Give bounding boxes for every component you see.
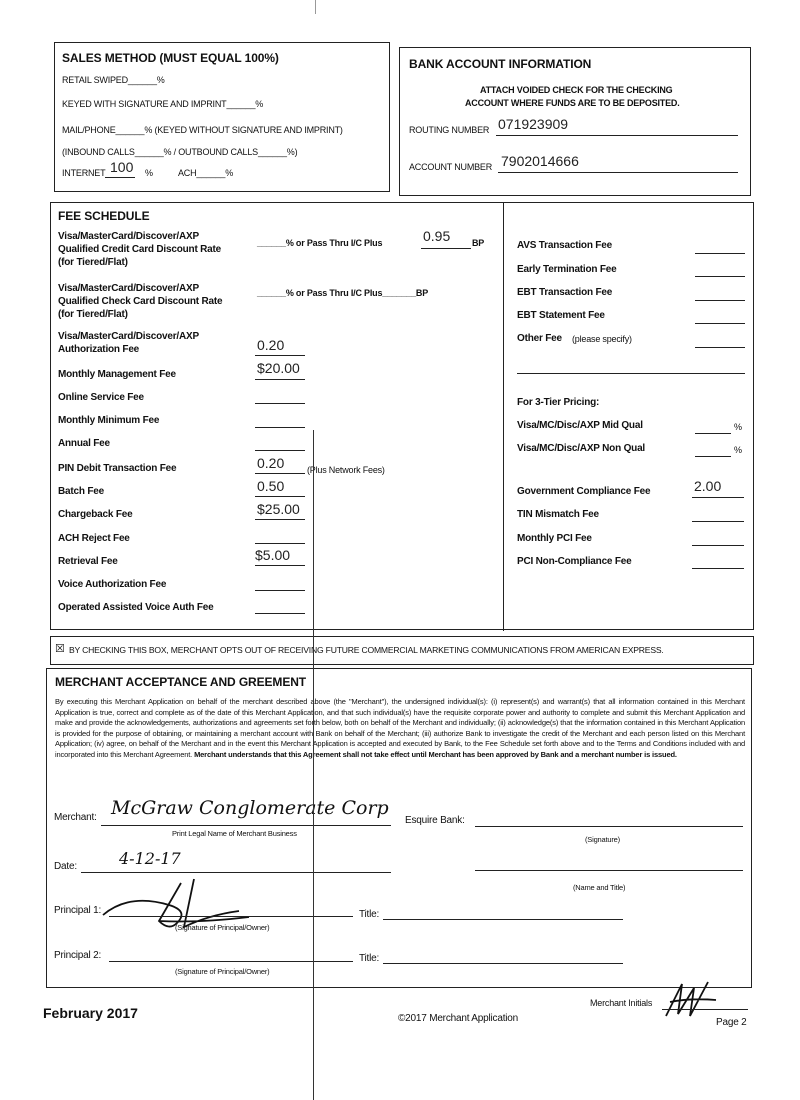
mail-phone-field[interactable]: MAIL/PHONE______% (KEYED WITHOUT SIGNATURE AND IMPRINT) — [62, 125, 343, 135]
pin-debit-label: PIN Debit Transaction Fee — [58, 463, 177, 474]
signature-caption: (Signature) — [585, 835, 620, 844]
op-voice-label: Operated Assisted Voice Auth Fee — [58, 602, 214, 613]
date-value[interactable]: 4-12-17 — [119, 849, 181, 868]
other-fee-label: Other Fee — [517, 333, 562, 344]
gov-compliance-value[interactable]: 2.00 — [694, 478, 722, 494]
retrieval-value[interactable]: $5.00 — [255, 547, 291, 563]
monthly-min-label: Monthly Minimum Fee — [58, 415, 160, 426]
acceptance-title: MERCHANT ACCEPTANCE AND GREEMENT — [55, 675, 307, 689]
mid-qual-label: Visa/MC/Disc/AXP Mid Qual — [517, 420, 643, 431]
pin-debit-value[interactable]: 0.20 — [257, 455, 285, 471]
chargeback-label: Chargeback Fee — [58, 509, 133, 520]
batch-fee-label: Batch Fee — [58, 486, 104, 497]
annual-fee-label: Annual Fee — [58, 438, 110, 449]
auth-fee-value[interactable]: 0.20 — [257, 337, 285, 353]
check-rate-label-1: Visa/MasterCard/Discover/AXP — [58, 283, 199, 294]
credit-bp-value[interactable]: 0.95 — [423, 228, 451, 244]
credit-rate-label-1: Visa/MasterCard/Discover/AXP — [58, 231, 199, 242]
acceptance-body: By executing this Merchant Application on behalf of the merchant described above (the "Merchant"), the undersigned individual(s): (i) represent(s) and warrant(s) that all information contained in this Merchant Application is true, correct and complete as of the date of this Merchant Application, and that such individual(s) have the requisite corporate power and authority to complete and submit this Merchant Application and make and provide the acknowledgements, authorizations and agreements set forth below, both on behalf of the Merchant and individually; (ii) acknowledge(s) that the information contained in this Merchant Application is provided for the purpose of obtaining, or maintaining a merchant account with Bank on behalf of the Merchant; (iii) authorize Bank to investigate the credit of the Merchant and each person listed on this Merchant Application; (iv) agree, on behalf of the Merchant and in the event this Merchant Application is accepted and executed by Bank, to the Fee Schedule set forth above and to the Terms and Conditions included with and incorporated into this Merchant Agreement. Merchant understands that this Agreement shall not take effect until Merchant has been approved by Bank and a merchant number is issued. — [55, 697, 745, 759]
merchant-name-value[interactable]: McGraw Conglomerate Corp — [111, 797, 389, 819]
check-rate-label-3: (for Tiered/Flat) — [58, 309, 128, 320]
merchant-label: Merchant: — [54, 812, 97, 823]
retail-swiped-field[interactable]: RETAIL SWIPED______% — [62, 75, 165, 85]
principal1-label: Principal 1: — [54, 905, 102, 916]
ebt-trans-label: EBT Transaction Fee — [517, 287, 613, 298]
esquire-bank-label: Esquire Bank: — [405, 815, 465, 826]
date-label: Date: — [54, 861, 77, 872]
optout-section — [50, 636, 754, 665]
principal1-title-label: Title: — [359, 909, 380, 920]
tier-title: For 3-Tier Pricing: — [517, 397, 600, 408]
inbound-outbound-field[interactable]: (INBOUND CALLS______% / OUTBOUND CALLS______%) — [62, 147, 298, 157]
principal2-title-label: Title: — [359, 953, 380, 964]
internet-value[interactable]: 100 — [110, 159, 134, 175]
principal1-sig-caption: (Signature of Principal/Owner) — [175, 923, 270, 932]
tin-mismatch-label: TIN Mismatch Fee — [517, 509, 599, 520]
optout-text: BY CHECKING THIS BOX, MERCHANT OPTS OUT OF RECEIVING FUTURE COMMERCIAL MARKETING COMMUNICATIONS FROM AMERICAN EXPRESS. — [69, 645, 664, 655]
merchant-initials-label: Merchant Initials — [590, 998, 653, 1008]
chargeback-value[interactable]: $25.00 — [257, 501, 300, 517]
non-qual-percent: % — [734, 445, 742, 455]
page-number: Page 2 — [716, 1017, 747, 1028]
early-term-label: Early Termination Fee — [517, 264, 617, 275]
routing-number-value[interactable]: 071923909 — [498, 116, 569, 132]
bank-title: BANK ACCOUNT INFORMATION — [409, 57, 592, 71]
ach-reject-label: ACH Reject Fee — [58, 533, 130, 544]
credit-rate-mid[interactable]: ______% or Pass Thru I/C Plus — [257, 238, 383, 248]
other-fee-note: (please specify) — [572, 334, 632, 344]
non-qual-label: Visa/MC/Disc/AXP Non Qual — [517, 443, 646, 454]
gov-compliance-label: Government Compliance Fee — [517, 486, 651, 497]
monthly-pci-label: Monthly PCI Fee — [517, 533, 592, 544]
credit-rate-label-3: (for Tiered/Flat) — [58, 257, 128, 268]
optout-checkbox[interactable]: ☒ — [55, 643, 65, 655]
ach-field[interactable]: ACH______% — [178, 168, 234, 178]
attach-check-line2: ACCOUNT WHERE FUNDS ARE TO BE DEPOSITED. — [465, 98, 680, 108]
internet-label: INTERNET — [62, 168, 106, 178]
scan-line-top — [315, 0, 316, 14]
auth-fee-label-2: Authorization Fee — [58, 344, 140, 355]
attach-check-line1: ATTACH VOIDED CHECK FOR THE CHECKING — [480, 85, 673, 95]
principal2-label: Principal 2: — [54, 950, 102, 961]
fee-schedule-title: FEE SCHEDULE — [58, 209, 150, 223]
sales-method-section — [54, 42, 390, 192]
check-rate-label-2: Qualified Check Card Discount Rate — [58, 296, 223, 307]
sales-method-title: SALES METHOD (MUST EQUAL 100%) — [62, 51, 279, 65]
acceptance-section — [46, 668, 752, 988]
account-number-value[interactable]: 7902014666 — [501, 153, 579, 169]
credit-rate-label-2: Qualified Credit Card Discount Rate — [58, 244, 222, 255]
principal2-sig-caption: (Signature of Principal/Owner) — [175, 967, 270, 976]
credit-bp-label: BP — [472, 238, 485, 248]
footer-copyright: ©2017 Merchant Application — [398, 1013, 519, 1024]
batch-fee-value[interactable]: 0.50 — [257, 478, 285, 494]
avs-label: AVS Transaction Fee — [517, 240, 612, 251]
online-service-label: Online Service Fee — [58, 392, 144, 403]
merchant-initials-signature — [660, 978, 720, 1020]
voice-auth-label: Voice Authorization Fee — [58, 579, 167, 590]
ebt-stmt-label: EBT Statement Fee — [517, 310, 605, 321]
name-title-caption: (Name and Title) — [573, 883, 626, 892]
plus-network-note: (Plus Network Fees) — [307, 465, 385, 475]
scan-line — [313, 430, 314, 1100]
acceptance-body-bold: Merchant understands that this Agreement shall not take effect until Merchant has been approved by Bank and a merchant number is issued. — [194, 749, 677, 759]
bank-account-section — [399, 47, 751, 196]
footer-date: February 2017 — [43, 1005, 138, 1021]
keyed-signature-field[interactable]: KEYED WITH SIGNATURE AND IMPRINT______% — [62, 99, 264, 109]
retrieval-label: Retrieval Fee — [58, 556, 118, 567]
internet-percent: % — [145, 168, 153, 178]
monthly-mgmt-value[interactable]: $20.00 — [257, 360, 300, 376]
check-rate-mid[interactable]: ______% or Pass Thru I/C Plus_______BP — [257, 288, 428, 298]
account-number-label: ACCOUNT NUMBER — [409, 162, 493, 172]
auth-fee-label-1: Visa/MasterCard/Discover/AXP — [58, 331, 199, 342]
fee-schedule-section — [50, 202, 754, 630]
mid-qual-percent: % — [734, 422, 742, 432]
routing-number-label: ROUTING NUMBER — [409, 125, 490, 135]
print-legal-caption: Print Legal Name of Merchant Business — [172, 829, 297, 838]
monthly-mgmt-label: Monthly Management Fee — [58, 369, 176, 380]
pci-non-label: PCI Non-Compliance Fee — [517, 556, 632, 567]
